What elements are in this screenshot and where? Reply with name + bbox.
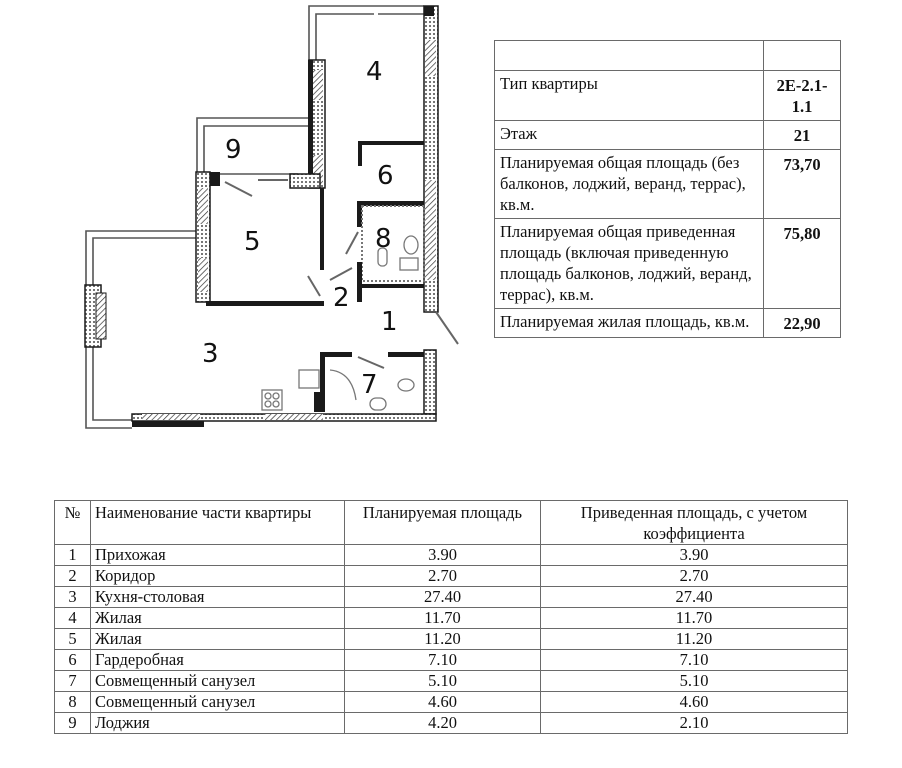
row-number: 9 bbox=[55, 713, 91, 734]
info-header-blank bbox=[495, 41, 764, 71]
row-reduced: 3.90 bbox=[541, 545, 848, 566]
row-planned: 3.90 bbox=[345, 545, 541, 566]
walls bbox=[85, 6, 438, 427]
info-label: Планируемая жилая площадь, кв.м. bbox=[495, 309, 764, 338]
room-label-4: 4 bbox=[366, 57, 383, 87]
row-planned: 11.20 bbox=[345, 629, 541, 650]
info-label: Планируемая общая площадь (без балконов, лоджий, веранд, террас), кв.м. bbox=[495, 150, 764, 219]
info-row-living-area bbox=[495, 309, 841, 338]
row-planned: 27.40 bbox=[345, 587, 541, 608]
table-row bbox=[55, 671, 848, 692]
row-number: 2 bbox=[55, 566, 91, 587]
row-reduced: 11.70 bbox=[541, 608, 848, 629]
row-number: 5 bbox=[55, 629, 91, 650]
info-label: Планируемая общая приведенная площадь (включая приведенную площадь балконов, лоджий, веранд, террас), кв.м. bbox=[495, 219, 764, 309]
row-number: 7 bbox=[55, 671, 91, 692]
row-planned: 4.60 bbox=[345, 692, 541, 713]
info-value: 2E-2.1-1.1 bbox=[764, 71, 841, 121]
table-row bbox=[55, 587, 848, 608]
table-row bbox=[55, 713, 848, 734]
info-header-blank-value bbox=[764, 41, 841, 71]
rooms-header-row bbox=[55, 501, 848, 545]
row-name: Жилая bbox=[91, 629, 345, 650]
table-row bbox=[55, 608, 848, 629]
room-label-6: 6 bbox=[377, 161, 394, 191]
row-reduced: 7.10 bbox=[541, 650, 848, 671]
row-reduced: 11.20 bbox=[541, 629, 848, 650]
row-reduced: 27.40 bbox=[541, 587, 848, 608]
row-name: Совмещенный санузел bbox=[91, 692, 345, 713]
row-name: Лоджия bbox=[91, 713, 345, 734]
info-label: Тип квартиры bbox=[495, 71, 764, 121]
room-label-7: 7 bbox=[361, 370, 378, 400]
row-name: Жилая bbox=[91, 608, 345, 629]
info-label: Этаж bbox=[495, 121, 764, 150]
row-name: Совмещенный санузел bbox=[91, 671, 345, 692]
room-label-3: 3 bbox=[202, 339, 219, 369]
row-number: 4 bbox=[55, 608, 91, 629]
row-reduced: 2.10 bbox=[541, 713, 848, 734]
row-name: Кухня-столовая bbox=[91, 587, 345, 608]
table-row bbox=[55, 545, 848, 566]
info-row-reduced-area bbox=[495, 219, 841, 309]
row-planned: 2.70 bbox=[345, 566, 541, 587]
row-reduced: 2.70 bbox=[541, 566, 848, 587]
info-row-type bbox=[495, 71, 841, 121]
info-value: 22,90 bbox=[764, 309, 841, 338]
row-name: Прихожая bbox=[91, 545, 345, 566]
room-label-9: 9 bbox=[225, 135, 242, 165]
table-row bbox=[55, 566, 848, 587]
room-label-1: 1 bbox=[381, 307, 398, 337]
row-number: 3 bbox=[55, 587, 91, 608]
info-value: 75,80 bbox=[764, 219, 841, 309]
header-reduced-area: Приведенная площадь, с учетом коэффициента bbox=[541, 501, 848, 545]
room-label-8: 8 bbox=[375, 224, 392, 254]
row-planned: 4.20 bbox=[345, 713, 541, 734]
row-name: Коридор bbox=[91, 566, 345, 587]
room-numbers bbox=[202, 57, 398, 400]
table-row bbox=[55, 629, 848, 650]
header-room-name: Наименование части квартиры bbox=[91, 501, 345, 545]
row-number: 1 bbox=[55, 545, 91, 566]
row-number: 6 bbox=[55, 650, 91, 671]
row-name: Гардеробная bbox=[91, 650, 345, 671]
info-value: 21 bbox=[764, 121, 841, 150]
rooms-area-table bbox=[54, 500, 848, 734]
row-reduced: 5.10 bbox=[541, 671, 848, 692]
info-row-floor bbox=[495, 121, 841, 150]
info-value: 73,70 bbox=[764, 150, 841, 219]
table-row bbox=[55, 650, 848, 671]
row-planned: 7.10 bbox=[345, 650, 541, 671]
row-number: 8 bbox=[55, 692, 91, 713]
room-label-5: 5 bbox=[244, 227, 261, 257]
info-row-total-area bbox=[495, 150, 841, 219]
floor-plan bbox=[0, 0, 480, 440]
table-row bbox=[55, 692, 848, 713]
row-planned: 11.70 bbox=[345, 608, 541, 629]
info-header-row bbox=[495, 41, 841, 71]
header-number: № bbox=[55, 501, 91, 545]
apartment-info-table bbox=[494, 40, 841, 338]
header-planned-area: Планируемая площадь bbox=[345, 501, 541, 545]
row-planned: 5.10 bbox=[345, 671, 541, 692]
room-label-2: 2 bbox=[333, 283, 350, 313]
row-reduced: 4.60 bbox=[541, 692, 848, 713]
